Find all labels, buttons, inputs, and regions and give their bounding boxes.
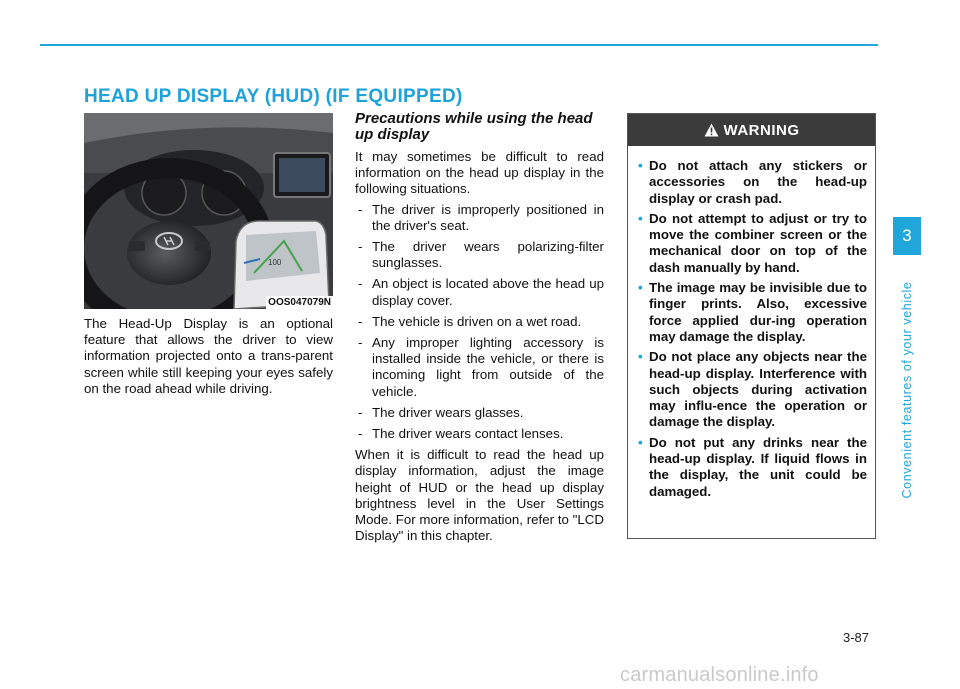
chapter-tab: 3 (893, 217, 921, 255)
section-title: HEAD UP DISPLAY (HUD) (IF EQUIPPED) (84, 86, 463, 107)
list-item: • Do not put any drinks near the head-up display. If liquid flows in the display, the unit could be damaged. (638, 434, 867, 499)
bullet: • (638, 434, 643, 450)
precautions-heading: Precautions while using the head up display (355, 110, 593, 143)
warning-list (638, 158, 867, 500)
intro-paragraph: The Head-Up Display is an optional feature that allows the driver to view information projected onto a trans-parent screen while still keeping your eyes safely on the road ahead while driving. (84, 316, 333, 396)
hud-photo (84, 113, 333, 309)
page-number: 3-87 (843, 630, 870, 645)
watermark: carmanualsonline.info (620, 664, 819, 686)
list-item: - The driver wears glasses. (355, 405, 604, 421)
list-item: - The driver wears contact lenses. (355, 426, 604, 442)
warning-box (627, 113, 876, 539)
list-item: • The image may be invisible due to finger prints. Also, excessive force applied dur-ing operation may damage the display. (638, 280, 867, 344)
warning-title: WARNING (723, 121, 800, 139)
list-item: - The driver wears polarizing-filter sunglasses. (355, 239, 604, 271)
list-item: - Any improper lighting accessory is installed inside the vehicle, or there is incoming light from outside of the vehicle. (355, 335, 604, 400)
bullet: • (638, 349, 643, 365)
image-code-label: OOS047079N (268, 297, 331, 308)
top-rule (40, 44, 878, 46)
list-item: • Do not place any objects near the head-up display. Interference with such objects during activation may influ-ence the operation or damage the display. (638, 349, 867, 430)
dashboard-illustration (84, 113, 333, 309)
precautions-list (355, 202, 604, 443)
precautions-column (355, 111, 604, 544)
list-item: • Do not attach any stickers or accessories on the head-up display or crash pad. (638, 158, 867, 206)
bullet: • (638, 280, 643, 296)
bullet: • (638, 210, 643, 226)
warning-triangle-icon (704, 123, 719, 137)
precautions-closing: When it is difficult to read the head up display information, adjust the image height of HUD or the head up display brightness level in the User Settings Mode. For more information, refer to "LCD Display" in this chapter. (355, 447, 604, 544)
chapter-side-title: Convenient features of your vehicle (900, 281, 914, 499)
hud-speed-readout: 100 (268, 258, 282, 267)
bullet: • (638, 158, 643, 173)
warning-header (628, 114, 875, 146)
list-item: - The vehicle is driven on a wet road. (355, 314, 604, 330)
precautions-intro: It may sometimes be difficult to read information on the head up display in the following situations. (355, 149, 604, 197)
list-item: • Do not attempt to adjust or try to move the combiner screen or the mechanical door on top of the dash manually by hand. (638, 210, 867, 275)
list-item: - The driver is improperly positioned in the driver's seat. (355, 202, 604, 234)
list-item: - An object is located above the head up display cover. (355, 276, 604, 308)
